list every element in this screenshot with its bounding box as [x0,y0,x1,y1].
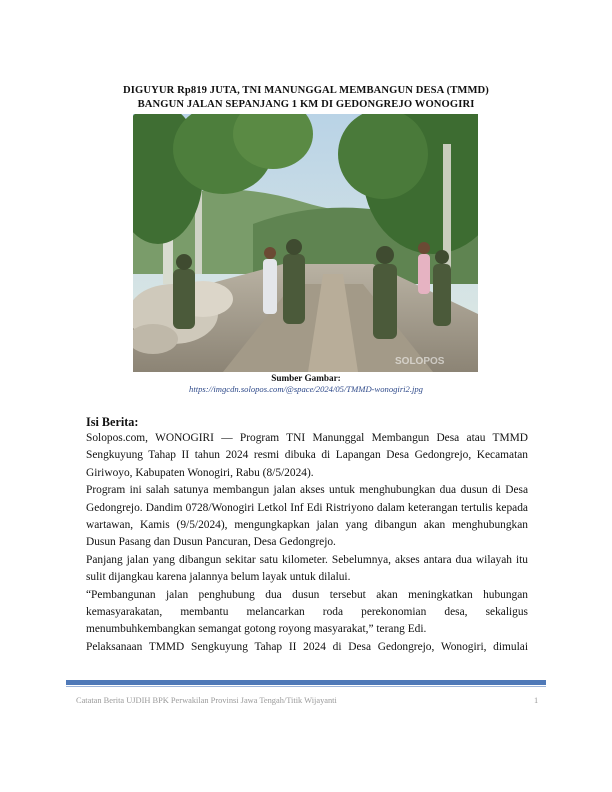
footer-text: Catatan Berita UJDIH BPK Perwakilan Provinsi Jawa Tengah/Titik Wijayanti [76,696,337,705]
paragraph-3: Panjang jalan yang dibangun sekitar satu kilometer. Sebelumnya, akses antara dua wilayah itu sulit dijangkau karena jalannya belum layak untuk dilalui. [86,553,528,584]
article-title-line-2: BANGUN JALAN SEPANJANG 1 KM DI GEDONGREJO WONOGIRI [137,99,475,110]
footer-rule-thin [66,686,546,687]
photo-caption [60,373,552,395]
caption-source-link[interactable]: https://imgcdn.solopos.com/@space/2024/05/TMMD-wonogiri2.jpg [189,384,423,394]
paragraph-4: “Pembangunan jalan penghubung dua dusun tersebut akan meningkatkan hubungan kemasyarakatan, membantu melancarkan roda perekonomian desa, sekaligus menumbuhkembangkan semangat gotong royong masyarakat,” terang Edi. [86,588,528,636]
paragraph-5: Pelaksanaan TMMD Sengkuyung Tahap II 2024 di Desa Gedongrejo, Wonogiri, dimulai [86,640,528,653]
footer-rule [66,680,546,685]
article-photo [133,114,478,372]
paragraph-1: Solopos.com, WONOGIRI — Program TNI Manunggal Membangun Desa atau TMMD Sengkuyung Tahap II tahun 2024 resmi dibuka di Lapangan Desa Gedongrejo, Kecamatan Giriwoyo, Kabupaten Wonogiri, Rabu (8/5/2024). [86,432,528,479]
photo-watermark: SOLOPOS [395,356,445,367]
page-number: 1 [534,696,539,705]
article-title-line-1: DIGUYUR Rp819 JUTA, TNI MANUNGGAL MEMBANGUN DESA (TMMD) [123,85,489,96]
article-title [60,84,552,112]
section-heading: Isi Berita: [86,415,139,429]
paragraph-2: Program ini salah satunya membangun jalan akses untuk menghubungkan dua dusun di Desa Gedongrejo. Dandim 0728/Wonogiri Letkol Inf Edi Ristriyono dalam keterangan tertulis kepada wartawan, Kamis (9/5/2024), mengungkapkan jalan yang dibangun akan menghubungkan Dusun Pasang dan Dusun Pancuran, Desa Gedongrejo. [86,484,528,549]
article-body [86,430,528,656]
caption-label: Sumber Gambar: [271,373,341,383]
